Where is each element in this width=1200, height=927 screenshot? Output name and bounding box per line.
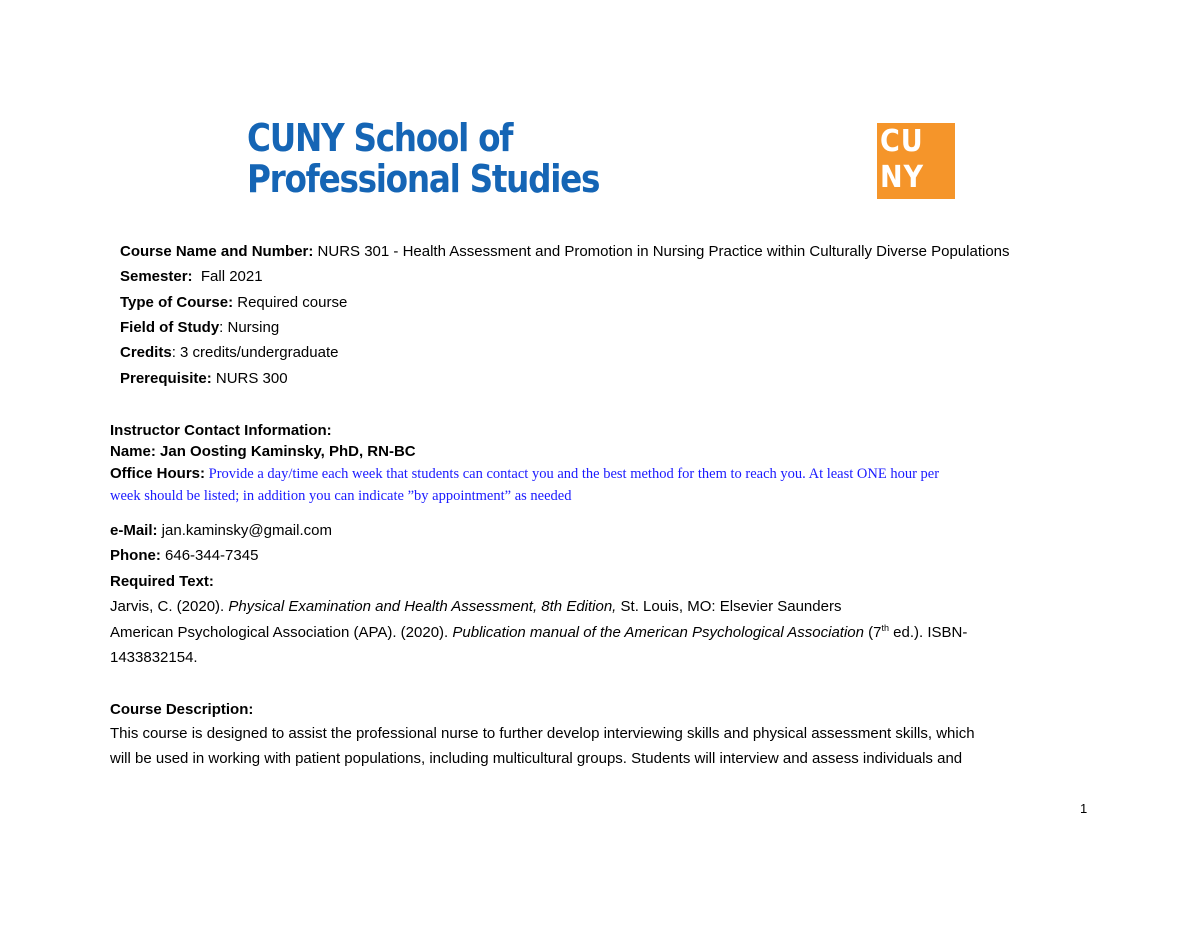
office-hours-line (110, 464, 939, 484)
semester-line (120, 267, 263, 287)
credits-label: Credits (120, 344, 172, 361)
ref2-authors: American Psychological Association (APA). (2020). (110, 624, 453, 641)
email-label: e-Mail: (110, 522, 158, 539)
prerequisite-value: NURS 300 (211, 370, 288, 387)
ref2-title: Publication manual of the American Psychological Association (452, 624, 864, 641)
reference-apa (110, 623, 967, 643)
field-of-study-label: Field of Study (120, 319, 220, 336)
field-of-study-line (120, 318, 279, 338)
phone-value: 646-344-7345 (160, 547, 259, 564)
credits-value: : 3 credits/undergraduate (171, 344, 339, 361)
credits-line (120, 343, 338, 363)
instructor-heading: Instructor Contact Information: (110, 422, 332, 439)
email-line (110, 521, 332, 541)
field-of-study-value: : Nursing (219, 319, 280, 336)
required-text-heading: Required Text: (110, 573, 214, 590)
prerequisite-line (120, 369, 288, 389)
reference-apa-isbn: 1433832154. (110, 649, 198, 666)
semester-label: Semester: (120, 268, 193, 285)
office-hours-label: Office Hours: (110, 465, 206, 482)
semester-value: Fall 2021 (192, 268, 263, 285)
office-hours-text-1: Provide a day/time each week that students can contact you and the best method for them to reach you. At least ONE hour per (205, 466, 940, 482)
ref2-isbn-label: ed.). ISBN- (889, 624, 968, 641)
course-description-heading: Course Description: (110, 701, 254, 718)
instructor-name: Name: Jan Oosting Kaminsky, PhD, RN-BC (110, 443, 416, 460)
page-number: 1 (1080, 801, 1088, 816)
ref1-publisher: St. Louis, MO: Elsevier Saunders (616, 598, 842, 615)
ref2-edition: (7 (863, 624, 882, 641)
course-type-label: Type of Course: (120, 294, 234, 311)
logo-line-2: Professional Studies (247, 157, 600, 201)
prerequisite-label: Prerequisite: (120, 370, 212, 387)
reference-jarvis (110, 597, 841, 617)
logo-line-1: CUNY School of (247, 116, 513, 160)
phone-line (110, 546, 258, 566)
course-description-line-1: This course is designed to assist the professional nurse to further develop interviewing skills and physical assessment skills, which (110, 725, 975, 742)
cuny-sps-logo (247, 118, 599, 200)
ref1-title: Physical Examination and Health Assessment, 8th Edition, (228, 598, 617, 615)
email-value: jan.kaminsky@gmail.com (157, 522, 332, 539)
course-type-value: Required course (233, 294, 348, 311)
course-name-line (120, 242, 1010, 262)
office-hours-text-2: week should be listed; in addition you can indicate ”by appointment” as needed (110, 488, 572, 504)
ref2-edition-sup: th (881, 623, 890, 633)
cuny-mark-row-1: CU (880, 124, 924, 159)
course-name-label: Course Name and Number: (120, 243, 314, 260)
course-name-value: NURS 301 - Health Assessment and Promotion in Nursing Practice within Culturally Diverse Populations (313, 243, 1010, 260)
phone-label: Phone: (110, 547, 161, 564)
cuny-mark-row-2: NY (880, 160, 924, 195)
course-description-line-2: will be used in working with patient populations, including multicultural groups. Students will interview and assess individuals and (110, 750, 963, 767)
course-type-line (120, 293, 347, 313)
ref1-authors: Jarvis, C. (2020). (110, 598, 229, 615)
cuny-logo-mark (877, 123, 955, 199)
